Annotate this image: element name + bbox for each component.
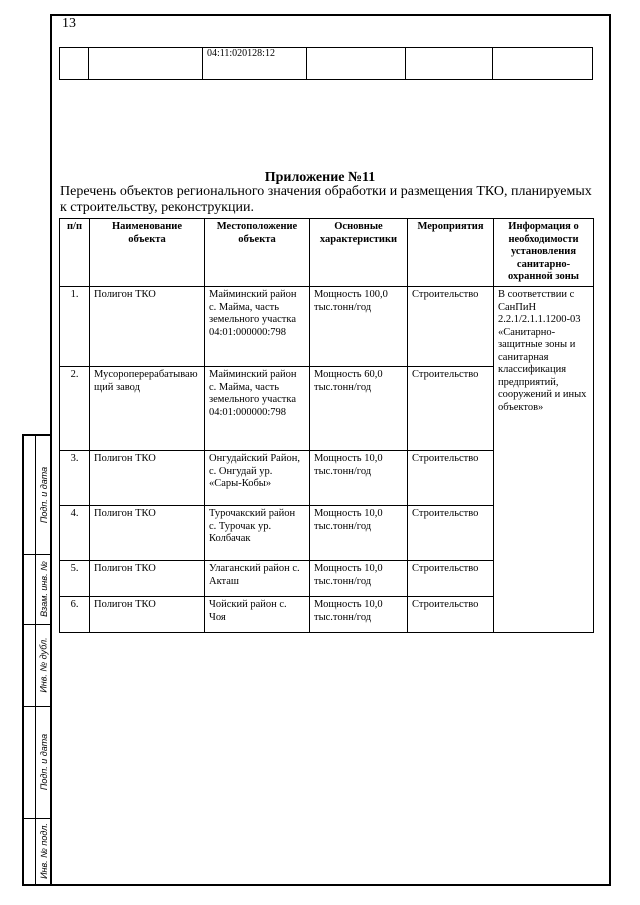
continued-table-fragment: [59, 47, 593, 80]
row-location: Улаганский район с. Акташ: [205, 561, 310, 597]
header-characteristics: Основные характеристики: [310, 219, 408, 287]
table-header-row: [60, 219, 594, 287]
stamp-inner-column: [24, 436, 36, 884]
appendix-description: Перечень объектов регионального значения обработки и размещения ТКО, планируемых к строительству, реконструкции.: [60, 184, 592, 215]
row-num: 4.: [60, 506, 90, 561]
header-num: п/п: [60, 219, 90, 287]
row-characteristics: Мощность 10,0 тыс.тонн/год: [310, 506, 408, 561]
sanitary-info-cell: В соответствии с СанПиН 2.2.1/2.1.1.1200-03 «Санитарно-защитные зоны и санитарная классификация предприятий, сооружений и иных объектов»: [494, 287, 594, 633]
header-sanitary-info: Информация о необходимости установления санитарно-охранной зоны: [494, 219, 594, 287]
row-characteristics: Мощность 100,0 тыс.тонн/год: [310, 287, 408, 367]
header-location: Местоположение объекта: [205, 219, 310, 287]
objects-table: [59, 218, 594, 633]
row-location: Турочакский район с. Турочак ур. Колбачак: [205, 506, 310, 561]
page-number: 13: [62, 16, 76, 31]
row-num: 2.: [60, 367, 90, 451]
row-characteristics: Мощность 60,0 тыс.тонн/год: [310, 367, 408, 451]
row-location: Чойский район с. Чоя: [205, 597, 310, 633]
row-characteristics: Мощность 10,0 тыс.тонн/год: [310, 451, 408, 506]
row-location: Майминский район с. Майма, часть земельного участка 04:01:000000:798: [205, 287, 310, 367]
stamp-label-replace-inv: Взам. инв. №: [39, 561, 50, 617]
table-cell: [307, 48, 406, 80]
stamp-label-sign-date-2: Подп. и дата: [39, 733, 49, 791]
row-location: Онгудайский Район, с. Онгудай ур. «Сары-Кобы»: [205, 451, 310, 506]
row-characteristics: Мощность 10,0 тыс.тонн/год: [310, 597, 408, 633]
table-row: [60, 287, 594, 367]
table-cell-cadastral: 04:11:020128:12: [203, 48, 307, 80]
stamp-label-orig-inv: Инв. № подл.: [39, 823, 50, 879]
table-cell: [493, 48, 593, 80]
side-stamp: [22, 434, 52, 886]
row-num: 3.: [60, 451, 90, 506]
header-name: Наименование объекта: [90, 219, 205, 287]
row-measure: Строительство: [408, 451, 494, 506]
table-cell: [60, 48, 89, 80]
row-name: Полигон ТКО: [90, 561, 205, 597]
row-name: Полигон ТКО: [90, 287, 205, 367]
table-cell: [406, 48, 493, 80]
row-num: 1.: [60, 287, 90, 367]
row-characteristics: Мощность 10,0 тыс.тонн/год: [310, 561, 408, 597]
row-location: Майминский район с. Майма, часть земельного участка 04:01:000000:798: [205, 367, 310, 451]
row-measure: Строительство: [408, 597, 494, 633]
stamp-label-dup-inv: Инв. № дубл.: [39, 637, 50, 693]
row-name: Полигон ТКО: [90, 451, 205, 506]
row-num: 5.: [60, 561, 90, 597]
row-measure: Строительство: [408, 561, 494, 597]
row-name: Полигон ТКО: [90, 506, 205, 561]
table-cell: [89, 48, 203, 80]
row-measure: Строительство: [408, 367, 494, 451]
row-name: Полигон ТКО: [90, 597, 205, 633]
header-measures: Мероприятия: [408, 219, 494, 287]
row-name: Мусороперерабатывающий завод: [90, 367, 205, 451]
row-num: 6.: [60, 597, 90, 633]
appendix-title: Приложение №11: [264, 170, 376, 185]
stamp-label-sign-date: Подп. и дата: [39, 466, 49, 524]
row-measure: Строительство: [408, 287, 494, 367]
row-measure: Строительство: [408, 506, 494, 561]
